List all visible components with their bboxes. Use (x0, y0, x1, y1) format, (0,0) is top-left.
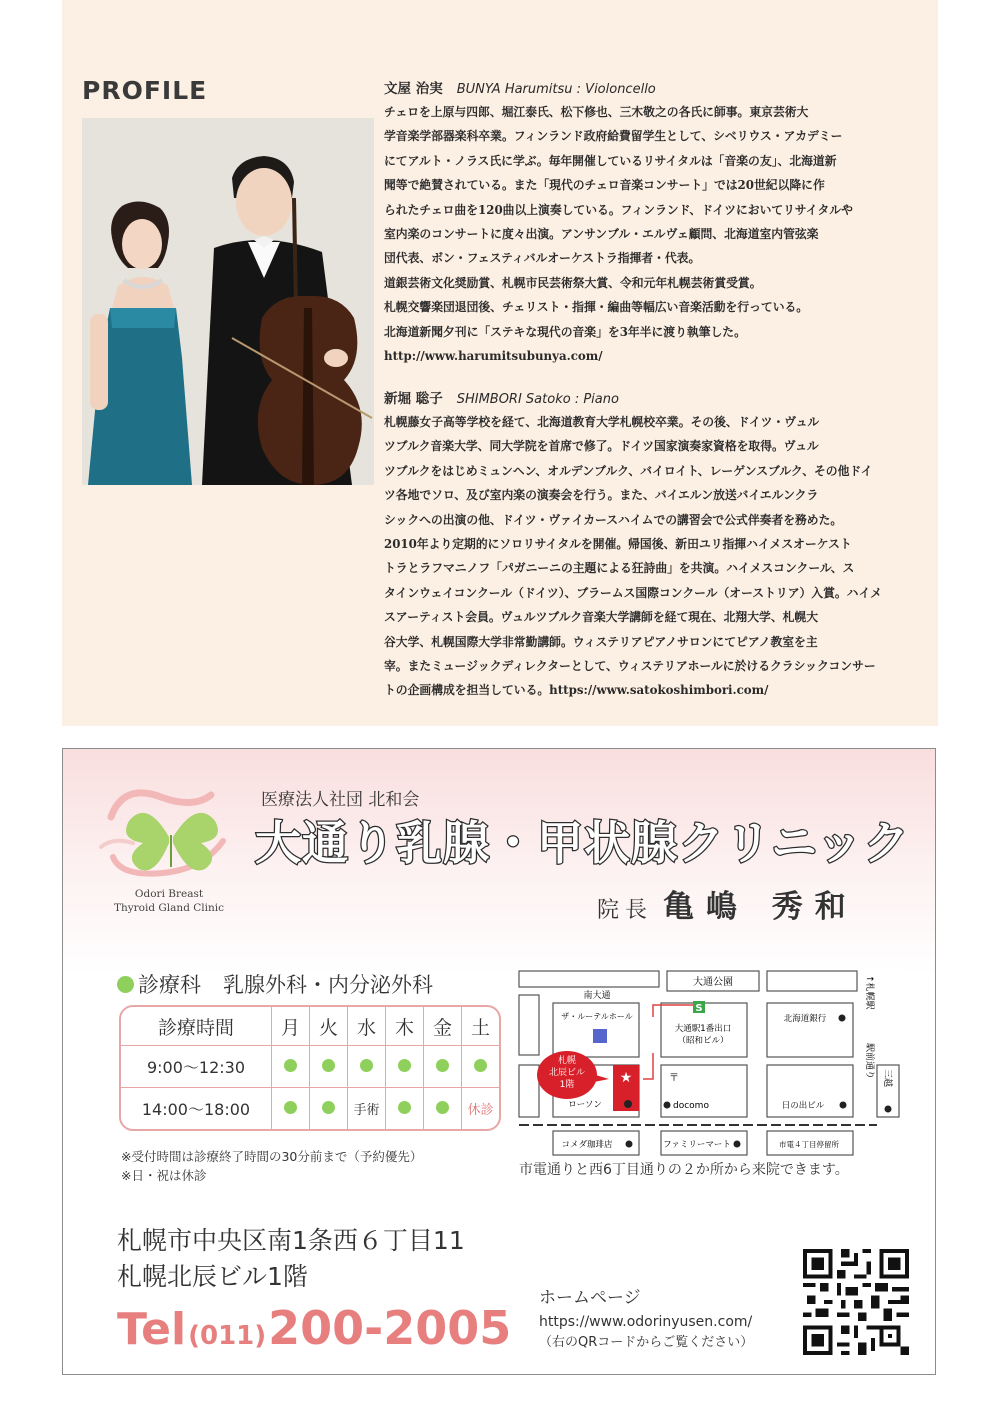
open-dot-icon (436, 1059, 449, 1072)
bio-line: 札幌交響楽団退団後、チェリスト・指揮・編曲等幅広い音楽活動を行っている。 (384, 300, 809, 315)
closed-note: 休診 (467, 1103, 494, 1118)
bio-line: ツ各地でソロ、及び室内楽の演奏会を行う。また、バイエルン放送バイエルンクラ (384, 488, 819, 503)
subway-mark: S (695, 1003, 703, 1014)
address-line-2: 札幌北辰ビル1階 (117, 1262, 308, 1291)
bio-line: タインウェイコンクール（ドイツ）、ブラームス国際コンクール（オーストリア）入賞。ハイメ (384, 585, 882, 600)
schedule-cell (386, 1046, 424, 1088)
bio-line: 道銀芸術文化奨励賞、札幌市民芸術祭大賞、令和元年札幌芸術賞受賞。 (384, 275, 762, 290)
open-dot-icon (322, 1101, 335, 1114)
day-mon: 月 (272, 1007, 310, 1046)
map-sapporo-station: ↑札幌駅 (864, 975, 874, 1010)
bio-line: にてアルト・ノラス氏に学ぶ。毎年開催しているリサイタルは「音楽の友」、北海道新 (384, 153, 837, 168)
map-mitsukoshi: 三越 (882, 1069, 892, 1088)
shimbori-name-en: SHIMBORI Satoko : Piano (456, 392, 619, 407)
map-hinode-bldg: 日の出ビル (781, 1101, 825, 1111)
bio-bunya (384, 78, 924, 368)
map-subway-exit-1: 大通駅1番出口 (674, 1024, 732, 1034)
homepage-info (539, 1285, 753, 1353)
schedule-cell-surgery (348, 1088, 386, 1129)
bio-line: 谷大学、札幌国際大学非常勤講師。ウィステリアピアノサロンにてピアノ教室を主 (384, 634, 818, 649)
bio-line: トラとラフマニノフ「パガニーニの主題による狂詩曲」を共演。ハイメスコンクール、ス (384, 561, 855, 576)
svg-text:★: ★ (619, 1070, 633, 1086)
homepage-url[interactable]: https://www.odorinyusen.com/ (539, 1314, 753, 1330)
tel-area-code: (011) (188, 1321, 267, 1351)
map-building-line3: 1階 (559, 1080, 575, 1090)
day-thu: 木 (386, 1007, 424, 1046)
clinic-name: 大通り乳腺・甲状腺クリニック (255, 816, 911, 870)
qr-code-icon[interactable] (803, 1249, 909, 1355)
bio-line: 宰。またミュージックディレクターとして、ウィステリアホールに於けるクラシックコンサー (384, 658, 876, 673)
profile-panel (62, 0, 938, 726)
bio-line: 北海道新聞夕刊に「ステキな現代の音楽」を3年半に渡り執筆した。 (384, 324, 746, 339)
bio-line: 2010年より定期的にソロリサイタルを開催。帰国後、新田ユリ指揮ハイメスオーケスト (384, 536, 852, 551)
schedule-header-label: 診療時間 (121, 1007, 272, 1046)
open-dot-icon (398, 1101, 411, 1114)
day-tue: 火 (310, 1007, 348, 1046)
note-line: ※受付時間は診療終了時間の30分前まで（予約優先） (121, 1149, 423, 1164)
bio-line: 室内楽のコンサートに度々出演。アンサンブル・エルヴェ顧問、北海道室内管弦楽 (384, 226, 819, 241)
bio-bunya-header (384, 78, 924, 100)
department-value: 乳腺外科・内分泌外科 (223, 973, 433, 997)
schedule-cell (272, 1088, 310, 1129)
bunya-name-en: BUNYA Harumitsu : Violoncello (456, 82, 656, 97)
day-sat: 土 (462, 1007, 499, 1046)
qr-note: （右のQRコードからご覧ください） (539, 1335, 754, 1350)
bunya-website-link[interactable]: http://www.harumitsubunya.com/ (384, 348, 603, 363)
bio-shimbori-header (384, 388, 924, 410)
open-dot-icon (436, 1101, 449, 1114)
bio-line: 聞等で絶賛されている。また「現代のチェロ音楽コンサート」では20世紀以降に作 (384, 178, 825, 193)
bunya-name-jp: 文屋 治実 (384, 81, 443, 97)
bio-line: 学音楽学部器楽科卒業。フィンランド政府給費留学生として、シベリウス・アカデミー (384, 129, 843, 144)
map-komeda: コメダ珈琲店 (561, 1140, 613, 1150)
map-tram-stop: 市電４丁目停留所 (779, 1140, 839, 1149)
schedule-notes (121, 1147, 422, 1185)
bio-line: ツブルク音楽大学、同大学院を首席で修了。ドイツ国家演奏家資格を取得。ヴュル (384, 439, 819, 454)
director-name: 亀嶋 秀和 (663, 889, 858, 925)
schedule-cell (462, 1046, 499, 1088)
map-familymart: ファミリーマート (663, 1140, 731, 1150)
open-dot-icon (284, 1101, 297, 1114)
address-line-1: 札幌市中央区南1条西６丁目11 (117, 1226, 465, 1255)
access-map (517, 969, 901, 1157)
map-subway-exit-2: （昭和ビル） (677, 1036, 729, 1046)
performers-photo (82, 118, 374, 485)
homepage-label: ホームページ (539, 1288, 641, 1308)
director (597, 881, 858, 926)
logo-text-line-2: Thyroid Gland Clinic (113, 902, 225, 914)
logo-text-line-1: Odori Breast (134, 888, 204, 900)
bio-line: 札幌藤女子高等学校を経て、北海道教育大学札幌校卒業。その後、ドイツ・ヴュル (384, 415, 820, 429)
map-ekimae-dori: 駅前通り (864, 1043, 874, 1080)
green-dot-icon (117, 976, 134, 993)
department (117, 969, 433, 999)
day-fri: 金 (424, 1007, 462, 1046)
day-wed: 水 (348, 1007, 386, 1046)
schedule-cell (310, 1088, 348, 1129)
map-post-office: 〒 (669, 1073, 679, 1084)
open-dot-icon (360, 1059, 373, 1072)
organization-name: 医療法人社団 北和会 (261, 790, 420, 810)
profile-heading: PROFILE (82, 76, 208, 105)
map-docomo: docomo (673, 1101, 709, 1111)
director-title: 院長 (597, 898, 654, 923)
schedule-cell (386, 1088, 424, 1129)
open-dot-icon (398, 1059, 411, 1072)
map-caption: 市電通りと西6丁目通りの２か所から来院できます。 (519, 1162, 849, 1178)
map-hokkaido-bank: 北海道銀行 (783, 1014, 827, 1024)
clinic-ad (62, 748, 936, 1375)
schedule-cell (348, 1046, 386, 1088)
shimbori-name-jp: 新堀 聡子 (384, 391, 443, 407)
schedule-cell (424, 1088, 462, 1129)
schedule-cell-closed (462, 1088, 499, 1129)
bio-line: スアーティスト会員。ヴュルツブルク音楽大学講師を経て現在、北翔大学、札幌大 (384, 610, 819, 625)
department-label: 診療科 (138, 973, 201, 997)
tel-label: Tel (117, 1304, 187, 1355)
open-dot-icon (284, 1059, 297, 1072)
bio-line: 団代表、ボン・フェスティバルオーケストラ指揮者・代表。 (384, 251, 701, 266)
bio-line: チェロを上原与四郎、堀江泰氏、松下修也、三木敬之の各氏に師事。東京芸術大 (384, 105, 809, 119)
map-lutheran-hall: ザ・ルーテルホール (561, 1012, 633, 1021)
tel-number: 200-2005 (268, 1301, 512, 1355)
bio-line: シックへの出演の他、ドイツ・ヴァイカースハイムでの講習会で公式伴奏者を務めた。 (384, 512, 843, 527)
map-building-line2: 北辰ビル (548, 1068, 586, 1078)
map-lawson: ローソン (568, 1100, 602, 1110)
bio-line: られたチェロ曲を120曲以上演奏している。フィンランド、ドイツにおいてリサイタルや (384, 202, 853, 217)
map-building-line1: 札幌 (557, 1056, 577, 1066)
telephone[interactable] (117, 1301, 511, 1355)
bio-line: ツブルクをはじめミュンヘン、オルデンブルク、バイロイト、レーゲンスブルク、その他ドイ (384, 463, 873, 478)
open-dot-icon (474, 1059, 487, 1072)
butterfly-logo-icon (93, 777, 243, 887)
schedule-cell (310, 1046, 348, 1088)
bio-line: トの企画構成を担当している。https://www.satokoshimbori.com/ (384, 683, 769, 698)
schedule-table (119, 1005, 501, 1131)
schedule-row-afternoon (121, 1088, 499, 1129)
schedule-cell (272, 1046, 310, 1088)
time-slot: 14:00〜18:00 (121, 1088, 272, 1129)
map-minami-odori: 南大通 (583, 991, 611, 1001)
note-line: ※日・祝は休診 (121, 1168, 207, 1183)
time-slot: 9:00〜12:30 (121, 1046, 272, 1088)
bio-shimbori (384, 388, 924, 703)
logo-text (97, 887, 241, 915)
surgery-note: 手術 (353, 1103, 380, 1118)
schedule-cell (424, 1046, 462, 1088)
address (117, 1223, 465, 1295)
open-dot-icon (322, 1059, 335, 1072)
schedule-header-row (121, 1007, 499, 1046)
schedule-row-morning (121, 1046, 499, 1088)
map-odori-park: 大通公園 (693, 977, 733, 988)
